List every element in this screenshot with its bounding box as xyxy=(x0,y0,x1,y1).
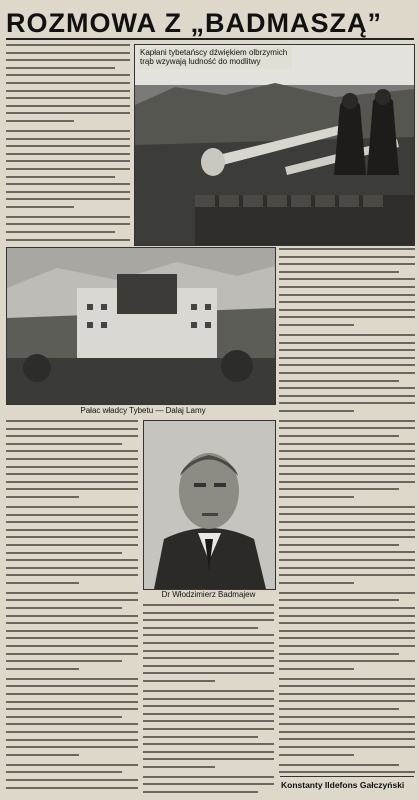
text-line xyxy=(6,567,138,569)
text-line xyxy=(6,723,138,725)
photo-potala-palace xyxy=(6,247,276,405)
text-line xyxy=(279,364,415,366)
text-line xyxy=(279,716,415,718)
text-line xyxy=(279,723,415,725)
text-line xyxy=(279,599,399,601)
portrait-image xyxy=(144,421,275,589)
text-line xyxy=(279,574,415,576)
text-line xyxy=(279,294,415,296)
text-line xyxy=(6,552,122,554)
text-line xyxy=(6,544,138,546)
text-line xyxy=(6,592,138,594)
text-line xyxy=(6,622,138,624)
text-line xyxy=(279,506,415,508)
text-line xyxy=(6,112,130,114)
text-line xyxy=(6,764,138,766)
photo-tibetan-monks xyxy=(134,44,415,246)
text-line xyxy=(279,637,415,639)
text-line xyxy=(6,771,122,773)
text-line xyxy=(6,645,138,647)
caption-monks: Kapłani tybetańscy dźwiękiem olbrzymich trąb wzywają ludność do modlitwy xyxy=(138,47,292,69)
text-line xyxy=(6,450,138,452)
text-line xyxy=(279,678,415,680)
text-line xyxy=(143,751,274,753)
text-line xyxy=(6,779,138,781)
text-line xyxy=(279,738,415,740)
text-line xyxy=(143,705,274,707)
caption-portrait: Dr Włodzimierz Badmajew xyxy=(161,590,256,599)
text-line xyxy=(6,630,138,632)
text-line xyxy=(279,380,399,382)
text-line xyxy=(6,582,79,584)
text-line xyxy=(143,604,274,606)
text-line xyxy=(6,668,79,670)
text-line xyxy=(6,435,138,437)
text-line xyxy=(279,278,415,280)
text-line xyxy=(6,716,122,718)
text-line xyxy=(6,506,138,508)
text-line xyxy=(6,168,130,170)
text-line xyxy=(279,645,415,647)
text-line xyxy=(279,653,399,655)
text-line xyxy=(279,481,415,483)
palace-image xyxy=(7,248,275,404)
text-line xyxy=(279,286,415,288)
text-line xyxy=(6,678,138,680)
text-line xyxy=(6,160,130,162)
text-line xyxy=(6,607,122,609)
text-line xyxy=(6,231,115,233)
text-line xyxy=(279,754,354,756)
text-line xyxy=(143,619,274,621)
text-line xyxy=(6,660,122,662)
text-line xyxy=(279,271,399,273)
text-line xyxy=(6,514,138,516)
text-line xyxy=(279,513,415,515)
text-line xyxy=(6,153,130,155)
text-line xyxy=(143,783,274,785)
text-line xyxy=(279,387,415,389)
column-1-top xyxy=(6,44,130,242)
text-line xyxy=(279,771,415,773)
text-line xyxy=(6,685,138,687)
text-line xyxy=(143,776,274,778)
text-line xyxy=(279,536,415,538)
column-3 xyxy=(279,248,415,774)
text-line xyxy=(6,44,130,46)
text-line xyxy=(6,466,138,468)
monks-image xyxy=(135,45,414,245)
text-line xyxy=(279,342,415,344)
text-line xyxy=(279,559,415,561)
text-line xyxy=(279,349,415,351)
text-line xyxy=(279,685,415,687)
text-line xyxy=(6,708,138,710)
text-line xyxy=(279,630,415,632)
text-line xyxy=(143,642,274,644)
text-line xyxy=(279,544,399,546)
text-line xyxy=(279,488,399,490)
text-line xyxy=(6,481,138,483)
text-line xyxy=(143,680,215,682)
text-line xyxy=(279,402,415,404)
text-line xyxy=(6,787,138,789)
text-line xyxy=(279,465,415,467)
text-line xyxy=(6,653,138,655)
text-line xyxy=(6,82,130,84)
text-line xyxy=(6,488,138,490)
text-line xyxy=(6,521,138,523)
text-line xyxy=(6,145,130,147)
text-line xyxy=(279,668,354,670)
article-byline: Konstanty Ildefons Gałczyński xyxy=(281,780,405,790)
text-line xyxy=(279,263,415,265)
text-line xyxy=(279,592,415,594)
text-line xyxy=(279,435,399,437)
text-line xyxy=(6,138,130,140)
text-line xyxy=(6,731,138,733)
text-line xyxy=(279,731,415,733)
text-line xyxy=(6,746,138,748)
text-line xyxy=(6,443,122,445)
column-1-bottom xyxy=(6,420,138,794)
text-line xyxy=(143,728,274,730)
text-line xyxy=(279,372,415,374)
caption-palace: Pałac władcy Tybetu — Dalaj Lamy xyxy=(80,406,206,415)
column-2-bottom xyxy=(143,604,274,794)
text-line xyxy=(279,420,415,422)
text-line xyxy=(279,622,415,624)
text-line xyxy=(6,599,138,601)
text-line xyxy=(279,410,354,412)
photo-portrait-badmajew xyxy=(143,420,276,590)
text-line xyxy=(6,739,138,741)
text-line xyxy=(143,690,274,692)
text-line xyxy=(279,496,354,498)
text-line xyxy=(6,216,130,218)
text-line xyxy=(279,473,415,475)
text-lines xyxy=(6,44,130,241)
text-line xyxy=(6,176,115,178)
text-line xyxy=(6,754,79,756)
text-line xyxy=(143,758,274,760)
text-line xyxy=(6,693,138,695)
text-line xyxy=(6,183,130,185)
text-line xyxy=(279,660,415,662)
text-line xyxy=(6,74,130,76)
text-line xyxy=(6,90,130,92)
text-line xyxy=(143,672,274,674)
text-line xyxy=(143,665,274,667)
text-line xyxy=(6,198,130,200)
text-line xyxy=(143,657,274,659)
text-line xyxy=(279,316,415,318)
text-line xyxy=(143,650,274,652)
text-line xyxy=(6,191,130,193)
text-line xyxy=(279,324,354,326)
text-line xyxy=(279,427,415,429)
text-line xyxy=(6,458,138,460)
article-headline: ROZMOWA Z „BADMASZĄ” xyxy=(6,8,414,40)
text-line xyxy=(6,223,130,225)
text-line xyxy=(6,105,130,107)
text-line xyxy=(6,574,138,576)
text-line xyxy=(6,67,115,69)
text-line xyxy=(279,443,415,445)
text-line xyxy=(279,309,415,311)
text-line xyxy=(143,720,274,722)
text-line xyxy=(6,59,130,61)
text-line xyxy=(6,239,130,241)
text-line xyxy=(6,496,79,498)
text-line xyxy=(279,615,415,617)
text-line xyxy=(279,607,415,609)
text-line xyxy=(279,301,415,303)
text-line xyxy=(279,700,415,702)
text-line xyxy=(143,713,274,715)
text-line xyxy=(143,612,274,614)
text-line xyxy=(6,52,130,54)
text-line xyxy=(6,473,138,475)
byline-rule xyxy=(280,776,414,777)
text-line xyxy=(279,450,415,452)
text-line xyxy=(279,567,415,569)
text-line xyxy=(143,766,215,768)
text-line xyxy=(279,458,415,460)
text-line xyxy=(143,634,274,636)
text-line xyxy=(143,736,258,738)
text-line xyxy=(143,627,258,629)
text-line xyxy=(279,708,399,710)
text-line xyxy=(279,582,354,584)
text-line xyxy=(279,551,415,553)
text-line xyxy=(6,97,130,99)
text-line xyxy=(279,395,415,397)
text-line xyxy=(279,693,415,695)
text-line xyxy=(279,746,415,748)
text-line xyxy=(6,615,138,617)
text-line xyxy=(279,248,415,250)
text-line xyxy=(143,698,274,700)
text-line xyxy=(143,791,258,793)
text-line xyxy=(6,701,138,703)
text-line xyxy=(279,521,415,523)
text-line xyxy=(6,420,138,422)
text-line xyxy=(6,130,130,132)
text-line xyxy=(143,743,274,745)
text-line xyxy=(6,120,74,122)
text-line xyxy=(6,637,138,639)
text-line xyxy=(279,334,415,336)
text-line xyxy=(279,529,415,531)
text-line xyxy=(6,529,138,531)
text-line xyxy=(279,764,399,766)
text-line xyxy=(6,206,74,208)
text-line xyxy=(6,428,138,430)
text-line xyxy=(6,559,138,561)
text-line xyxy=(279,256,415,258)
text-line xyxy=(6,536,138,538)
text-line xyxy=(279,357,415,359)
